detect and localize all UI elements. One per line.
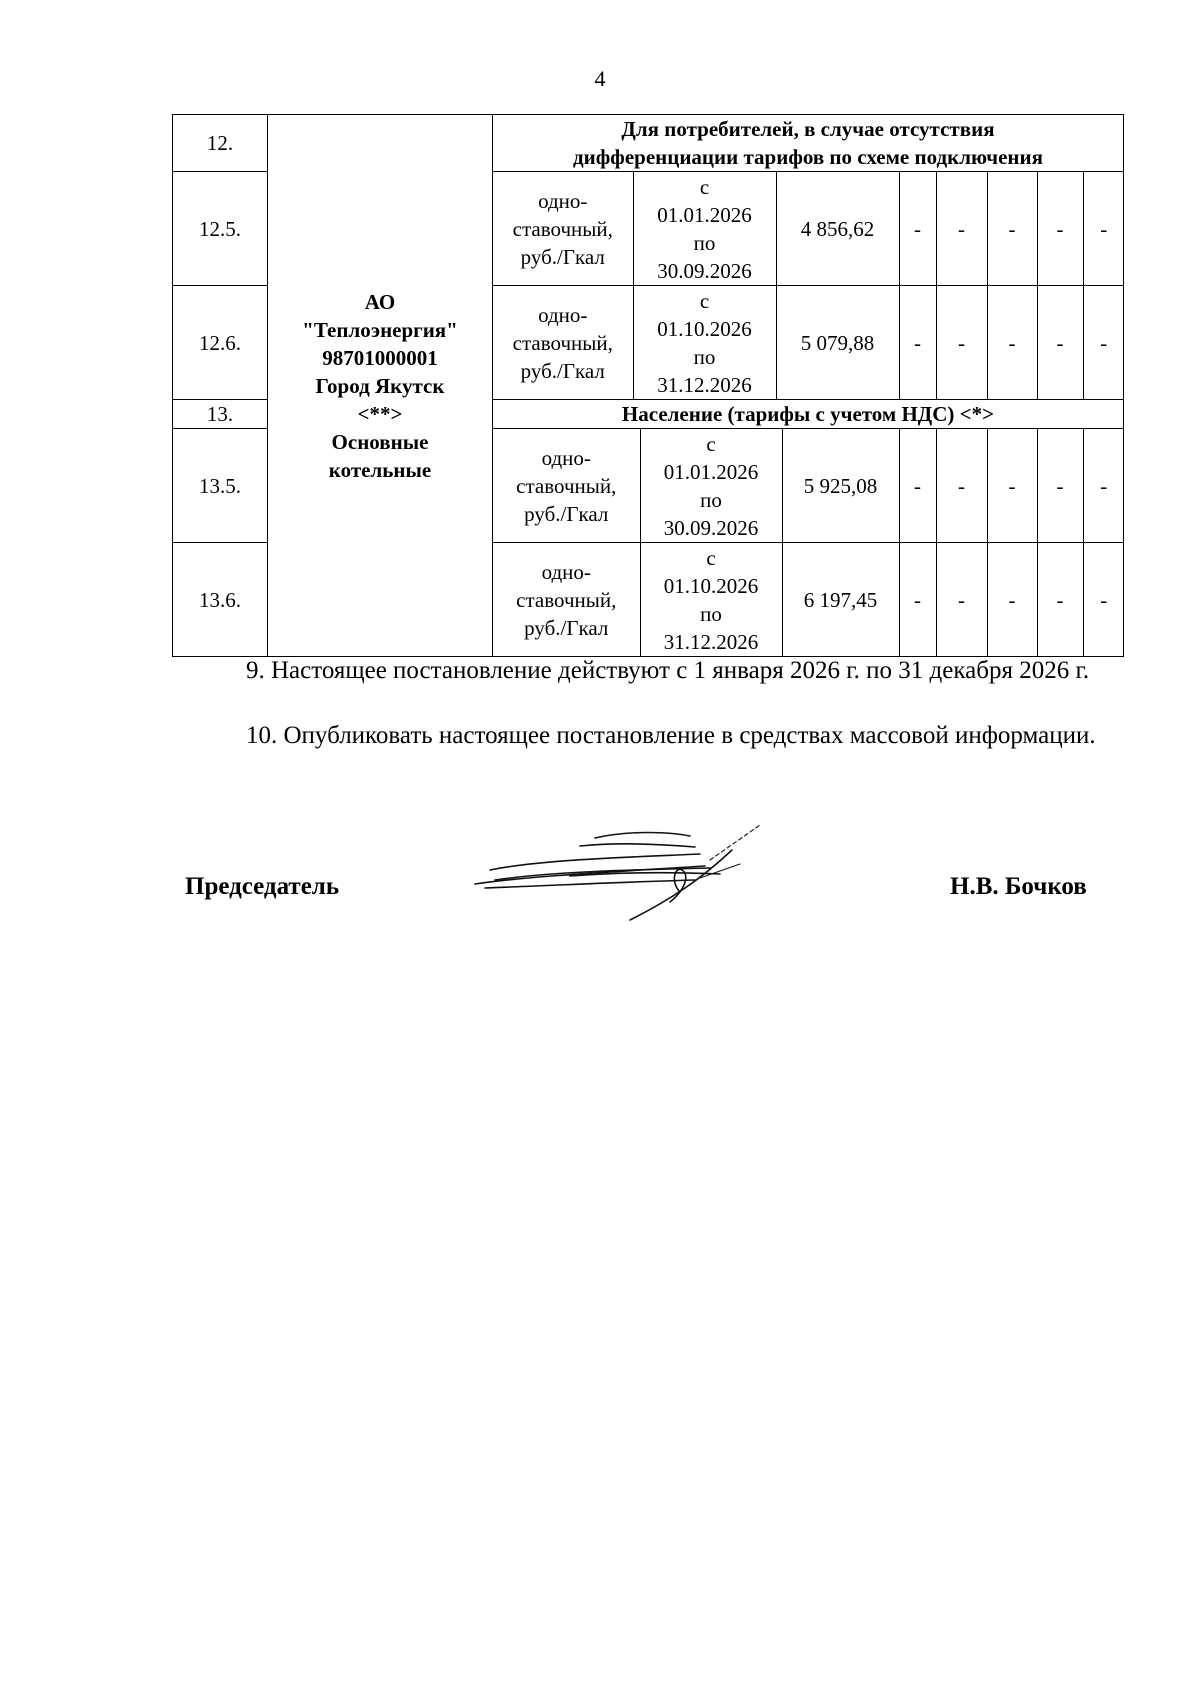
empty-value: - [899,543,936,656]
empty-value: - [1037,172,1083,285]
empty-value: - [1037,286,1083,399]
tariff-type: одно- ставочный, руб./Гкал [493,286,633,399]
empty-value: - [987,286,1037,399]
tariff-period: с 01.10.2026 по 31.12.2026 [633,286,776,399]
tariff-type: одно- ставочный, руб./Гкал [493,429,640,542]
empty-value: - [1037,543,1083,656]
section-title [493,115,1124,172]
organization-line: котельные [328,457,432,482]
row-details [493,429,1124,543]
organization-line: Основные [331,429,429,454]
paragraph-text: 10. Опубликовать настоящее постановление в средствах массовой информации. [246,722,1096,749]
row-number: 12. [173,115,268,172]
section-title-line: Для потребителей, в случае отсутствия [621,117,995,141]
empty-value: - [1100,216,1108,241]
page-number: 4 [594,66,606,91]
empty-value: - [936,543,987,656]
organization-line: Город Якутск [315,373,445,398]
empty-value: - [899,429,936,542]
tariff-value: 5 079,88 [776,286,899,399]
tariff-type: одно- ставочный, руб./Гкал [493,172,633,285]
row-number: 13.6. [173,543,268,657]
empty-value: - [936,286,987,399]
organization-cell [268,115,493,657]
tariff-value: 6 197,45 [782,543,899,656]
organization-line: <**> [357,401,403,426]
empty-value: - [1100,330,1108,355]
signatory-title: Председатель [185,873,340,900]
paragraph-9 [172,654,1123,687]
empty-value: - [936,172,987,285]
section-title: Население (тарифы с учетом НДС) <*> [493,400,1124,429]
paragraph-10 [172,719,1123,752]
section-row-12 [173,115,1124,172]
empty-value: - [987,429,1037,542]
tariff-period: с 01.10.2026 по 31.12.2026 [640,543,782,656]
empty-value: - [1100,587,1108,612]
empty-value: - [899,286,936,399]
tariff-table [172,114,1124,657]
empty-value: - [987,172,1037,285]
empty-value: - [899,172,936,285]
handwritten-signature [470,820,790,930]
row-details [493,286,1124,400]
tariff-value: 4 856,62 [776,172,899,285]
empty-value: - [1037,429,1083,542]
signatory-name: Н.В. Бочков [950,873,1087,900]
tariff-type: одно- ставочный, руб./Гкал [493,543,640,656]
empty-value: - [1100,473,1108,498]
section-title-line: дифференциации тарифов по схеме подключения [573,145,1043,169]
empty-value: - [987,543,1037,656]
row-number: 13. [173,400,268,429]
row-number: 12.6. [173,286,268,400]
organization-line: АО [364,289,396,314]
organization-line: 98701000001 [322,345,438,370]
paragraph-text: 9. Настоящее постановление действуют с 1 января 2026 г. по 31 декабря 2026 г. [246,657,1090,684]
tariff-value: 5 925,08 [782,429,899,542]
tariff-period: с 01.01.2026 по 30.09.2026 [640,429,782,542]
row-number: 12.5. [173,172,268,286]
row-details [493,543,1124,657]
row-details [493,172,1124,286]
tariff-period: с 01.01.2026 по 30.09.2026 [633,172,776,285]
row-number: 13.5. [173,429,268,543]
empty-value: - [936,429,987,542]
organization-line: "Теплоэнергия" [302,317,458,342]
